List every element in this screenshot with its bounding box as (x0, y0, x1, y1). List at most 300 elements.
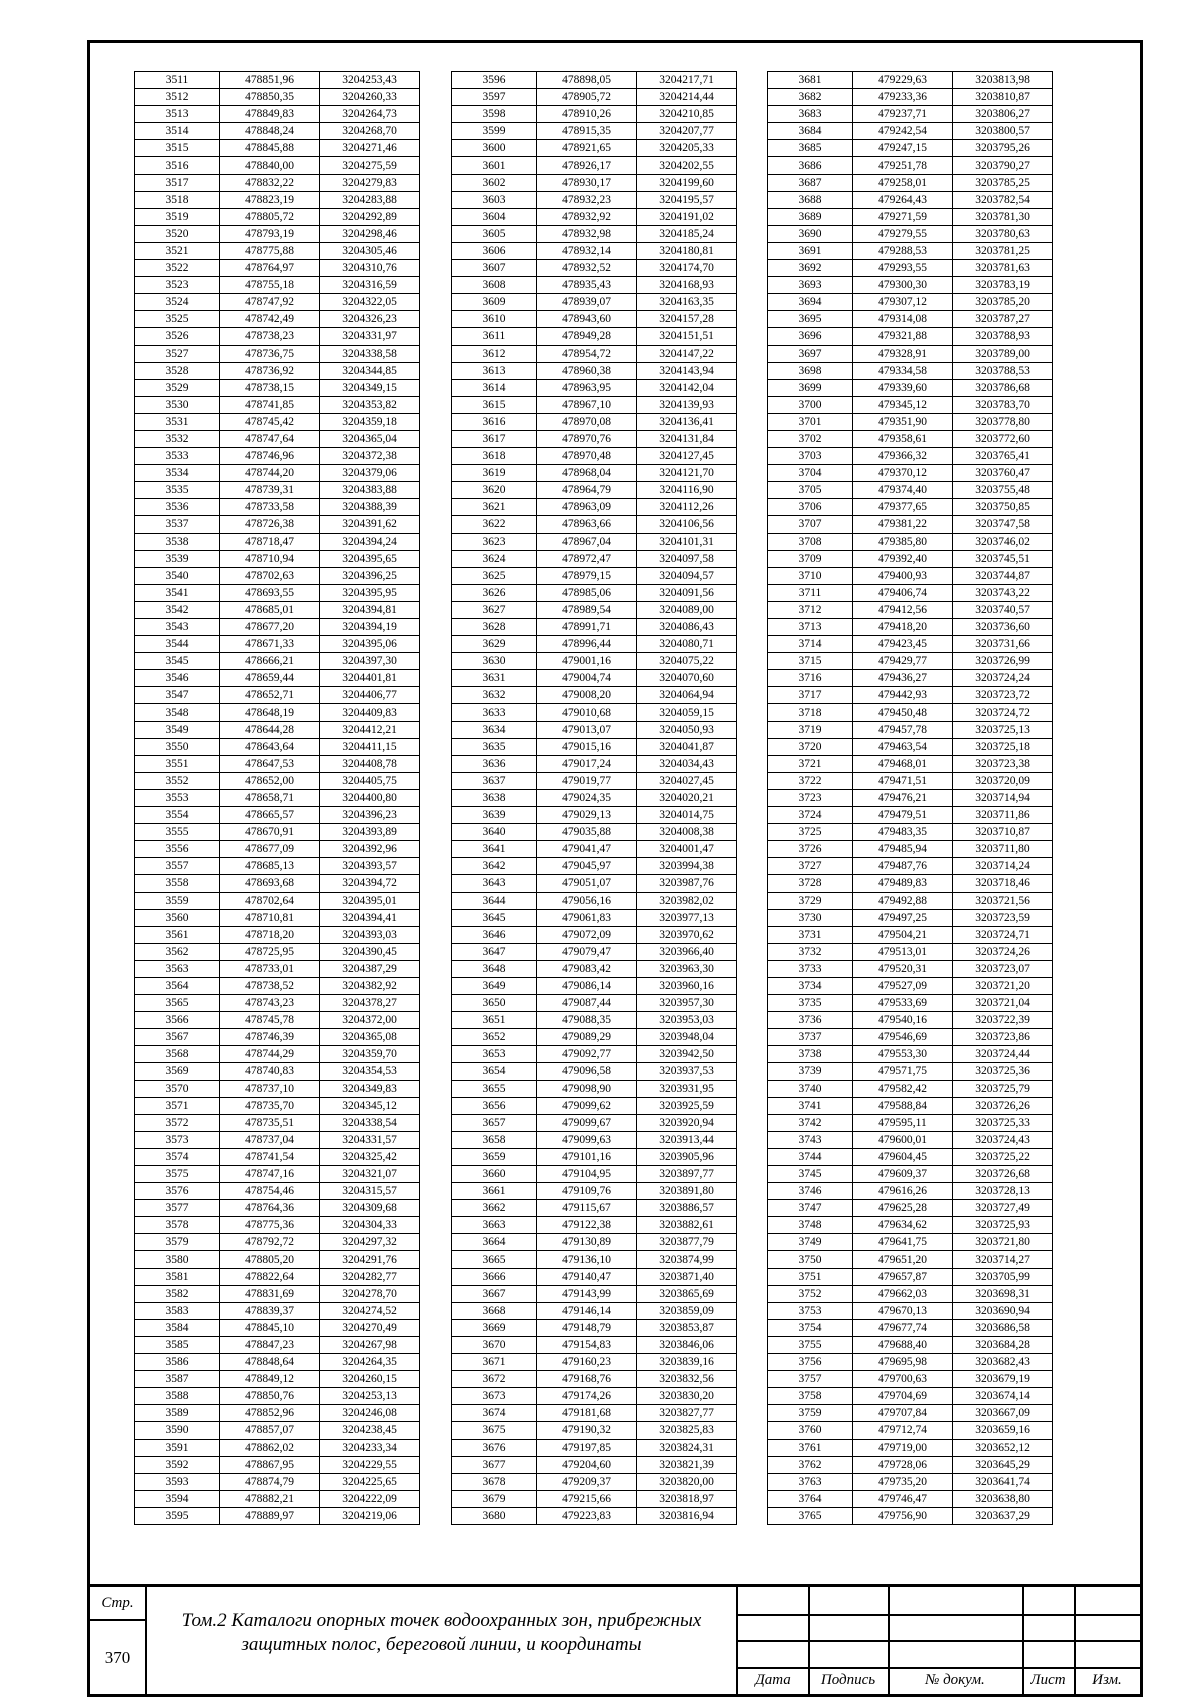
table-row (135, 72, 420, 89)
y-coordinate: 3204394,24 (320, 533, 420, 550)
y-coordinate: 3204396,23 (320, 807, 420, 824)
point-number: 3633 (452, 704, 537, 721)
x-coordinate: 479476,21 (853, 789, 953, 806)
y-coordinate: 3204127,45 (637, 448, 737, 465)
y-coordinate: 3203846,06 (637, 1336, 737, 1353)
table-row (452, 191, 737, 208)
table-row (768, 653, 1053, 670)
x-coordinate: 479450,48 (853, 704, 953, 721)
x-coordinate: 479242,54 (853, 123, 953, 140)
point-number: 3708 (768, 533, 853, 550)
table-row (135, 140, 420, 157)
table-row (452, 208, 737, 225)
y-coordinate: 3204202,55 (637, 157, 737, 174)
point-number: 3522 (135, 260, 220, 277)
y-coordinate: 3204309,68 (320, 1200, 420, 1217)
table-row (135, 789, 420, 806)
y-coordinate: 3204406,77 (320, 687, 420, 704)
y-coordinate: 3203790,27 (953, 157, 1053, 174)
x-coordinate: 478737,04 (220, 1131, 320, 1148)
x-coordinate: 478889,97 (220, 1507, 320, 1524)
point-number: 3545 (135, 653, 220, 670)
table-row (135, 465, 420, 482)
table-row (768, 584, 1053, 601)
table-row (768, 1251, 1053, 1268)
y-coordinate: 3203725,22 (953, 1148, 1053, 1165)
table-row (768, 89, 1053, 106)
table-row (135, 362, 420, 379)
table-row (768, 1217, 1053, 1234)
point-number: 3718 (768, 704, 853, 721)
y-coordinate: 3203948,04 (637, 1029, 737, 1046)
x-coordinate: 479634,62 (853, 1217, 953, 1234)
y-coordinate: 3203813,98 (953, 72, 1053, 89)
point-number: 3679 (452, 1490, 537, 1507)
x-coordinate: 479457,78 (853, 721, 953, 738)
x-coordinate: 478743,23 (220, 995, 320, 1012)
x-coordinate: 478932,92 (537, 208, 637, 225)
y-coordinate: 3203783,70 (953, 396, 1053, 413)
point-number: 3720 (768, 738, 853, 755)
point-number: 3755 (768, 1336, 853, 1353)
point-number: 3656 (452, 1097, 537, 1114)
y-coordinate: 3203891,80 (637, 1183, 737, 1200)
x-coordinate: 478666,21 (220, 653, 320, 670)
table-row (768, 977, 1053, 994)
x-coordinate: 478939,07 (537, 294, 637, 311)
y-coordinate: 3203724,24 (953, 670, 1053, 687)
table-row (768, 841, 1053, 858)
table-row (135, 89, 420, 106)
y-coordinate: 3203800,57 (953, 123, 1053, 140)
y-coordinate: 3204253,43 (320, 72, 420, 89)
point-number: 3757 (768, 1371, 853, 1388)
x-coordinate: 478850,76 (220, 1388, 320, 1405)
table-row (135, 841, 420, 858)
point-number: 3583 (135, 1302, 220, 1319)
table-row (135, 1029, 420, 1046)
table-row (452, 106, 737, 123)
table-row (768, 242, 1053, 259)
x-coordinate: 479513,01 (853, 943, 953, 960)
y-coordinate: 3204338,58 (320, 345, 420, 362)
x-coordinate: 478968,04 (537, 465, 637, 482)
y-coordinate: 3203723,72 (953, 687, 1053, 704)
x-coordinate: 479237,71 (853, 106, 953, 123)
point-number: 3659 (452, 1148, 537, 1165)
table-row (768, 807, 1053, 824)
table-row (135, 1166, 420, 1183)
y-coordinate: 3204396,25 (320, 567, 420, 584)
table-row (452, 345, 737, 362)
table-row (452, 1251, 737, 1268)
x-coordinate: 478644,28 (220, 721, 320, 738)
x-coordinate: 478710,94 (220, 550, 320, 567)
point-number: 3662 (452, 1200, 537, 1217)
x-coordinate: 478845,88 (220, 140, 320, 157)
x-coordinate: 479146,14 (537, 1302, 637, 1319)
point-number: 3699 (768, 379, 853, 396)
table-row (452, 807, 737, 824)
x-coordinate: 478954,72 (537, 345, 637, 362)
x-coordinate: 479181,68 (537, 1405, 637, 1422)
point-number: 3635 (452, 738, 537, 755)
x-coordinate: 479712,74 (853, 1422, 953, 1439)
table-row (135, 516, 420, 533)
x-coordinate: 478970,08 (537, 413, 637, 430)
x-coordinate: 479251,78 (853, 157, 953, 174)
table-row (452, 584, 737, 601)
x-coordinate: 479035,88 (537, 824, 637, 841)
stamp-column-sheet: Лист (1030, 1672, 1066, 1688)
point-number: 3685 (768, 140, 853, 157)
stamp-column-date: Дата (755, 1672, 791, 1688)
x-coordinate: 479136,10 (537, 1251, 637, 1268)
x-coordinate: 479088,35 (537, 1012, 637, 1029)
x-coordinate: 479083,42 (537, 960, 637, 977)
x-coordinate: 478845,10 (220, 1319, 320, 1336)
point-number: 3664 (452, 1234, 537, 1251)
x-coordinate: 478831,69 (220, 1285, 320, 1302)
y-coordinate: 3204219,06 (320, 1507, 420, 1524)
y-coordinate: 3203743,22 (953, 584, 1053, 601)
x-coordinate: 479099,63 (537, 1131, 637, 1148)
point-number: 3663 (452, 1217, 537, 1234)
table-row (135, 1063, 420, 1080)
y-coordinate: 3203725,93 (953, 1217, 1053, 1234)
table-row (768, 140, 1053, 157)
table-row (452, 1456, 737, 1473)
table-row (452, 1336, 737, 1353)
x-coordinate: 478793,19 (220, 225, 320, 242)
x-coordinate: 478775,88 (220, 242, 320, 259)
x-coordinate: 478685,13 (220, 858, 320, 875)
x-coordinate: 478963,09 (537, 499, 637, 516)
y-coordinate: 3204401,81 (320, 670, 420, 687)
point-number: 3641 (452, 841, 537, 858)
y-coordinate: 3204412,21 (320, 721, 420, 738)
stamp-column-revision: Изм. (1092, 1672, 1122, 1688)
table-row (135, 807, 420, 824)
x-coordinate: 479651,20 (853, 1251, 953, 1268)
point-number: 3553 (135, 789, 220, 806)
x-coordinate: 478702,64 (220, 892, 320, 909)
y-coordinate: 3203874,99 (637, 1251, 737, 1268)
x-coordinate: 479429,77 (853, 653, 953, 670)
point-number: 3689 (768, 208, 853, 225)
point-number: 3601 (452, 157, 537, 174)
table-row (135, 1080, 420, 1097)
point-number: 3597 (452, 89, 537, 106)
table-row (135, 499, 420, 516)
table-row (452, 550, 737, 567)
table-row (768, 1046, 1053, 1063)
x-coordinate: 479029,13 (537, 807, 637, 824)
point-number: 3632 (452, 687, 537, 704)
point-number: 3612 (452, 345, 537, 362)
y-coordinate: 3204222,09 (320, 1490, 420, 1507)
point-number: 3524 (135, 294, 220, 311)
x-coordinate: 478718,47 (220, 533, 320, 550)
x-coordinate: 479707,84 (853, 1405, 953, 1422)
y-coordinate: 3203682,43 (953, 1354, 1053, 1371)
y-coordinate: 3204365,08 (320, 1029, 420, 1046)
x-coordinate: 479215,66 (537, 1490, 637, 1507)
x-coordinate: 478851,96 (220, 72, 320, 89)
y-coordinate: 3203690,94 (953, 1302, 1053, 1319)
point-number: 3622 (452, 516, 537, 533)
y-coordinate: 3204020,21 (637, 789, 737, 806)
y-coordinate: 3203721,56 (953, 892, 1053, 909)
x-coordinate: 479746,47 (853, 1490, 953, 1507)
table-row (768, 1097, 1053, 1114)
point-number: 3651 (452, 1012, 537, 1029)
table-row (768, 1166, 1053, 1183)
x-coordinate: 479001,16 (537, 653, 637, 670)
table-row (135, 584, 420, 601)
y-coordinate: 3203726,26 (953, 1097, 1053, 1114)
y-coordinate: 3203783,19 (953, 277, 1053, 294)
table-row (452, 379, 737, 396)
y-coordinate: 3203745,51 (953, 550, 1053, 567)
point-number: 3570 (135, 1080, 220, 1097)
table-row (768, 619, 1053, 636)
x-coordinate: 478742,49 (220, 311, 320, 328)
x-coordinate: 478745,78 (220, 1012, 320, 1029)
x-coordinate: 478738,23 (220, 328, 320, 345)
x-coordinate: 479412,56 (853, 601, 953, 618)
y-coordinate: 3204315,57 (320, 1183, 420, 1200)
table-row (135, 1114, 420, 1131)
y-coordinate: 3204400,80 (320, 789, 420, 806)
table-row (452, 789, 737, 806)
point-number: 3653 (452, 1046, 537, 1063)
y-coordinate: 3204344,85 (320, 362, 420, 379)
y-coordinate: 3203724,44 (953, 1046, 1053, 1063)
table-row (452, 1114, 737, 1131)
point-number: 3713 (768, 619, 853, 636)
point-number: 3707 (768, 516, 853, 533)
x-coordinate: 479485,94 (853, 841, 953, 858)
x-coordinate: 478915,35 (537, 123, 637, 140)
point-number: 3528 (135, 362, 220, 379)
x-coordinate: 479540,16 (853, 1012, 953, 1029)
y-coordinate: 3203667,09 (953, 1405, 1053, 1422)
table-row (768, 499, 1053, 516)
table-row (452, 653, 737, 670)
table-row (452, 1046, 737, 1063)
table-row (768, 208, 1053, 225)
x-coordinate: 479160,23 (537, 1354, 637, 1371)
x-coordinate: 478874,79 (220, 1473, 320, 1490)
table-row (135, 1268, 420, 1285)
x-coordinate: 478985,06 (537, 584, 637, 601)
y-coordinate: 3204089,00 (637, 601, 737, 618)
point-number: 3580 (135, 1251, 220, 1268)
table-row (452, 841, 737, 858)
table-row (768, 824, 1053, 841)
table-row (452, 977, 737, 994)
y-coordinate: 3203787,27 (953, 311, 1053, 328)
point-number: 3634 (452, 721, 537, 738)
y-coordinate: 3203937,53 (637, 1063, 737, 1080)
x-coordinate: 478658,71 (220, 789, 320, 806)
y-coordinate: 3203686,58 (953, 1319, 1053, 1336)
table-row (768, 362, 1053, 379)
x-coordinate: 478967,10 (537, 396, 637, 413)
x-coordinate: 479197,85 (537, 1439, 637, 1456)
y-coordinate: 3203723,59 (953, 909, 1053, 926)
y-coordinate: 3204034,43 (637, 755, 737, 772)
point-number: 3625 (452, 567, 537, 584)
y-coordinate: 3203725,79 (953, 1080, 1053, 1097)
y-coordinate: 3203724,71 (953, 926, 1053, 943)
y-coordinate: 3204405,75 (320, 772, 420, 789)
x-coordinate: 479582,42 (853, 1080, 953, 1097)
point-number: 3564 (135, 977, 220, 994)
y-coordinate: 3204270,49 (320, 1319, 420, 1336)
table-row (452, 721, 737, 738)
table-row (452, 892, 737, 909)
x-coordinate: 478736,92 (220, 362, 320, 379)
point-number: 3552 (135, 772, 220, 789)
x-coordinate: 478839,37 (220, 1302, 320, 1319)
table-row (768, 1114, 1053, 1131)
x-coordinate: 478738,52 (220, 977, 320, 994)
table-row (452, 824, 737, 841)
y-coordinate: 3203637,29 (953, 1507, 1053, 1524)
table-row (768, 225, 1053, 242)
point-number: 3529 (135, 379, 220, 396)
table-row (135, 995, 420, 1012)
point-number: 3516 (135, 157, 220, 174)
point-number: 3764 (768, 1490, 853, 1507)
point-number: 3658 (452, 1131, 537, 1148)
point-number: 3609 (452, 294, 537, 311)
point-number: 3671 (452, 1354, 537, 1371)
y-coordinate: 3204393,89 (320, 824, 420, 841)
y-coordinate: 3203725,36 (953, 1063, 1053, 1080)
point-number: 3568 (135, 1046, 220, 1063)
table-row (135, 1507, 420, 1524)
point-number: 3617 (452, 430, 537, 447)
y-coordinate: 3204326,23 (320, 311, 420, 328)
point-number: 3693 (768, 277, 853, 294)
table-row (452, 909, 737, 926)
table-row (452, 174, 737, 191)
y-coordinate: 3204106,56 (637, 516, 737, 533)
x-coordinate: 479358,61 (853, 430, 953, 447)
table-row (135, 345, 420, 362)
point-number: 3687 (768, 174, 853, 191)
x-coordinate: 479017,24 (537, 755, 637, 772)
x-coordinate: 479670,13 (853, 1302, 953, 1319)
y-coordinate: 3204349,83 (320, 1080, 420, 1097)
point-number: 3674 (452, 1405, 537, 1422)
table-row (768, 926, 1053, 943)
point-number: 3526 (135, 328, 220, 345)
point-number: 3604 (452, 208, 537, 225)
table-row (768, 721, 1053, 738)
point-number: 3559 (135, 892, 220, 909)
x-coordinate: 479546,69 (853, 1029, 953, 1046)
point-number: 3756 (768, 1354, 853, 1371)
table-row (768, 601, 1053, 618)
y-coordinate: 3204199,60 (637, 174, 737, 191)
point-number: 3594 (135, 1490, 220, 1507)
x-coordinate: 478718,20 (220, 926, 320, 943)
table-row (452, 465, 737, 482)
table-row (452, 1131, 737, 1148)
x-coordinate: 479436,27 (853, 670, 953, 687)
table-row (135, 260, 420, 277)
point-number: 3670 (452, 1336, 537, 1353)
y-coordinate: 3203781,30 (953, 208, 1053, 225)
table-row (452, 1080, 737, 1097)
point-number: 3623 (452, 533, 537, 550)
y-coordinate: 3203871,40 (637, 1268, 737, 1285)
point-number: 3588 (135, 1388, 220, 1405)
table-row (135, 208, 420, 225)
point-number: 3562 (135, 943, 220, 960)
y-coordinate: 3204394,19 (320, 619, 420, 636)
table-row (135, 721, 420, 738)
y-coordinate: 3204321,07 (320, 1166, 420, 1183)
x-coordinate: 479115,67 (537, 1200, 637, 1217)
y-coordinate: 3204359,70 (320, 1046, 420, 1063)
table-row (135, 670, 420, 687)
point-number: 3539 (135, 550, 220, 567)
point-number: 3515 (135, 140, 220, 157)
point-number: 3596 (452, 72, 537, 89)
y-coordinate: 3204316,59 (320, 277, 420, 294)
x-coordinate: 479271,59 (853, 208, 953, 225)
table-row (452, 875, 737, 892)
x-coordinate: 478702,63 (220, 567, 320, 584)
y-coordinate: 3204008,38 (637, 824, 737, 841)
x-coordinate: 479109,76 (537, 1183, 637, 1200)
x-coordinate: 478862,02 (220, 1439, 320, 1456)
y-coordinate: 3204345,12 (320, 1097, 420, 1114)
point-number: 3691 (768, 242, 853, 259)
table-row (452, 328, 737, 345)
stamp-grid-line (738, 1640, 1143, 1642)
x-coordinate: 478840,00 (220, 157, 320, 174)
x-coordinate: 479099,67 (537, 1114, 637, 1131)
point-number: 3678 (452, 1473, 537, 1490)
table-row (135, 413, 420, 430)
y-coordinate: 3203806,27 (953, 106, 1053, 123)
point-number: 3579 (135, 1234, 220, 1251)
y-coordinate: 3203698,31 (953, 1285, 1053, 1302)
point-number: 3744 (768, 1148, 853, 1165)
table-row (452, 1166, 737, 1183)
y-coordinate: 3203724,72 (953, 704, 1053, 721)
x-coordinate: 478747,64 (220, 430, 320, 447)
point-number: 3723 (768, 789, 853, 806)
y-coordinate: 3203718,46 (953, 875, 1053, 892)
y-coordinate: 3204217,71 (637, 72, 737, 89)
point-number: 3577 (135, 1200, 220, 1217)
y-coordinate: 3204180,81 (637, 242, 737, 259)
y-coordinate: 3203897,77 (637, 1166, 737, 1183)
table-row (135, 430, 420, 447)
table-row (768, 1473, 1053, 1490)
x-coordinate: 479010,68 (537, 704, 637, 721)
x-coordinate: 479229,63 (853, 72, 953, 89)
table-row (452, 72, 737, 89)
y-coordinate: 3204143,94 (637, 362, 737, 379)
